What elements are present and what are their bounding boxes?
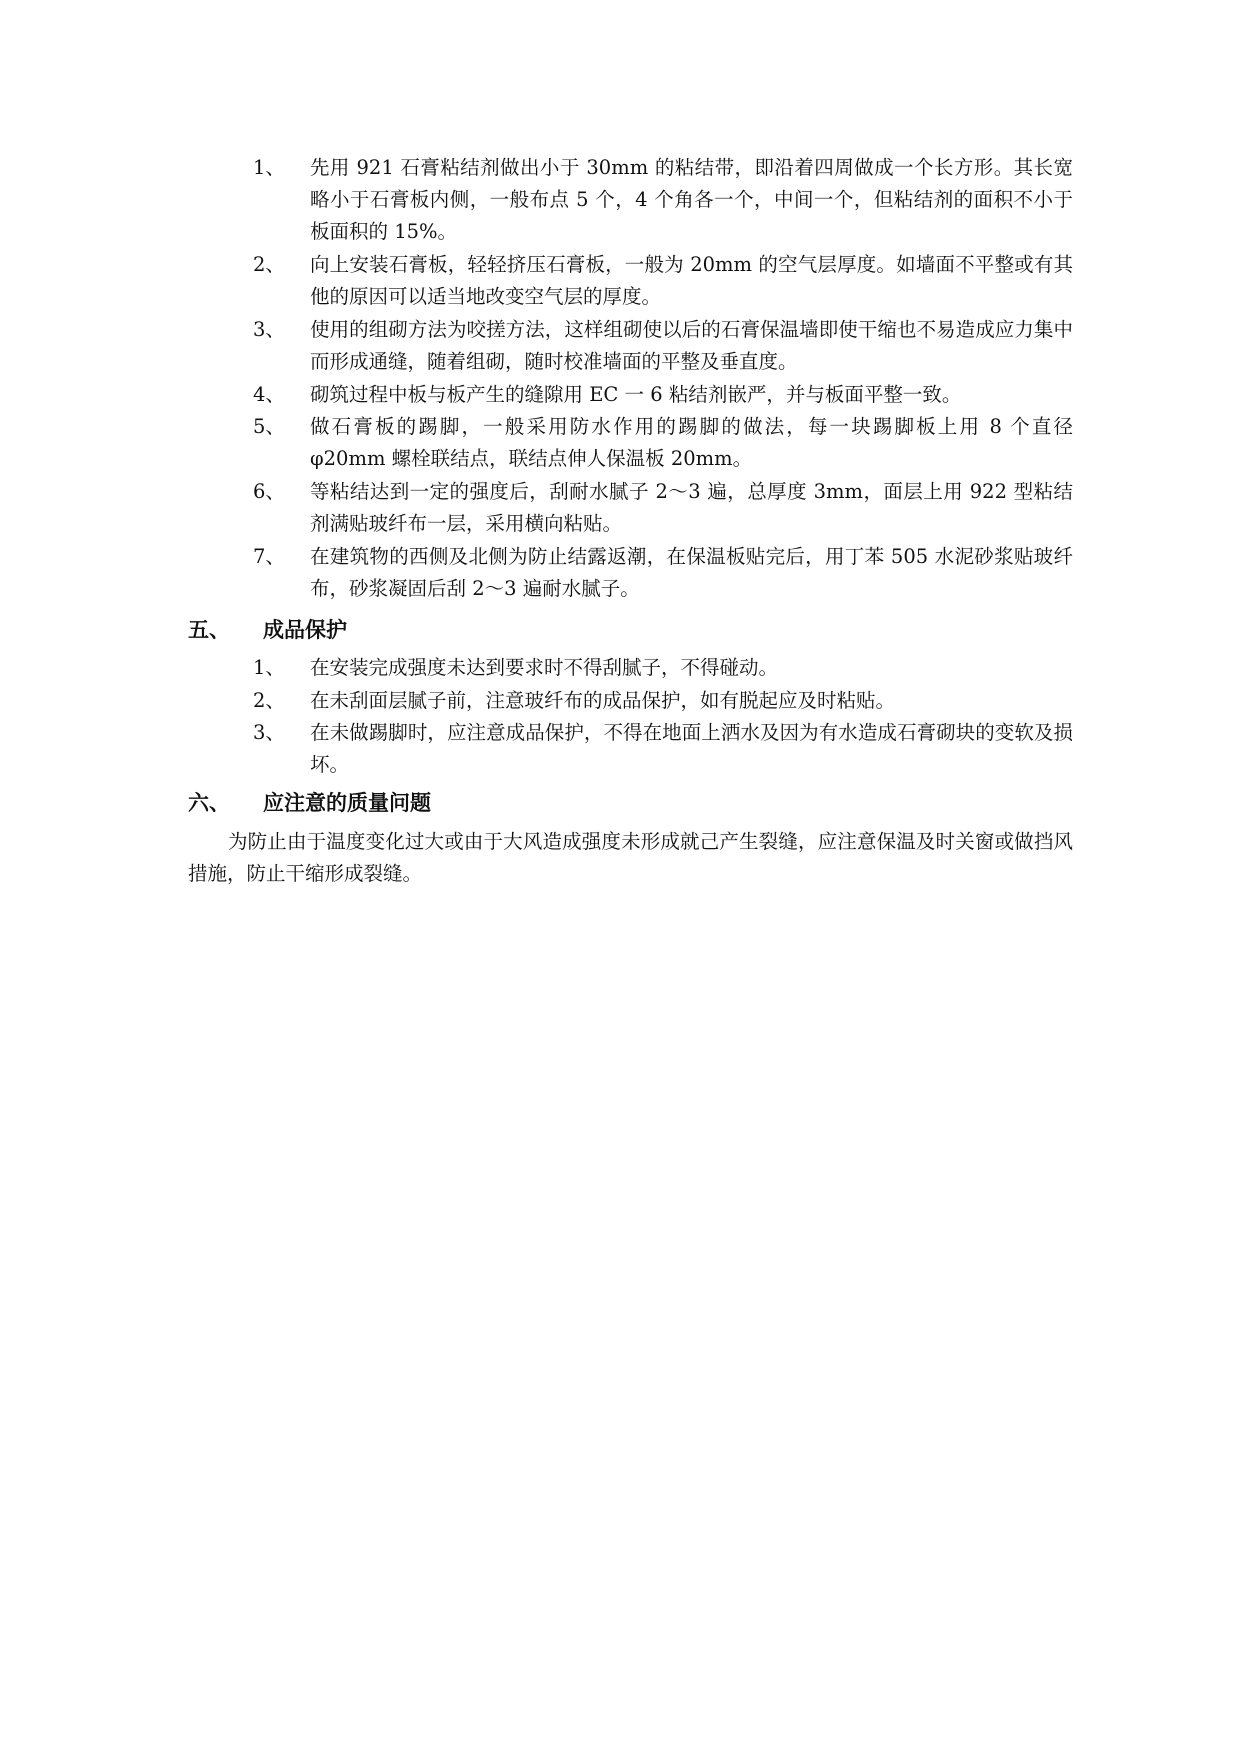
item-text: 做石膏板的踢脚，一般采用防水作用的踢脚的做法，每一块踢脚板上用 8 个直径φ20mm 螺栓联结点，联结点伸人保温板 20mm。 [310, 415, 1073, 470]
list-item [253, 152, 1073, 248]
section-title: 成品保护 [263, 618, 347, 642]
item-number: 3、 [253, 721, 285, 744]
body-paragraph: 为防止由于温度变化过大或由于大风造成强度未形成就己产生裂缝，应注意保温及时关窗或做挡风措施，防止干缩形成裂缝。 [188, 830, 1073, 885]
item-text: 使用的组砌方法为咬搓方法，这样组砌使以后的石膏保温墙即使干缩也不易造成应力集中而形成通缝，随着组砌，随时校准墙面的平整及垂直度。 [310, 318, 1073, 373]
item-text: 在安装完成强度未达到要求时不得刮腻子，不得碰动。 [310, 656, 779, 679]
list-item [253, 685, 1073, 717]
list-item [253, 717, 1073, 781]
item-text: 等粘结达到一定的强度后，刮耐水腻子 2～3 遍，总厚度 3mm，面层上用 922 型粘结剂满贴玻纤布一层，采用横向粘贴。 [310, 480, 1073, 535]
item-text: 向上安装石膏板，轻轻挤压石膏板，一般为 20mm 的空气层厚度。如墙面不平整或有其他的原因可以适当地改变空气层的厚度。 [310, 253, 1073, 308]
item-number: 4、 [253, 383, 285, 406]
item-number: 5、 [253, 415, 285, 438]
section-number: 五、 [188, 618, 230, 642]
list-item [253, 411, 1073, 475]
item-text: 在未做踢脚时，应注意成品保护，不得在地面上洒水及因为有水造成石膏砌块的变软及损坏。 [310, 721, 1073, 776]
item-number: 6、 [253, 480, 285, 503]
item-number: 7、 [253, 545, 285, 568]
list-item [253, 379, 1073, 411]
item-text: 先用 921 石膏粘结剂做出小于 30mm 的粘结带，即沿着四周做成一个长方形。其长宽略小于石膏板内侧，一般布点 5 个，4 个角各一个，中间一个，但粘结剂的面积不小于板面积的 15%。 [310, 156, 1073, 243]
item-number: 2、 [253, 253, 285, 276]
item-number: 2、 [253, 689, 285, 712]
list-item [253, 541, 1073, 605]
item-number: 1、 [253, 656, 285, 679]
section-number: 六、 [188, 791, 230, 815]
item-text: 在建筑物的西侧及北侧为防止结露返潮，在保温板贴完后，用丁苯 505 水泥砂浆贴玻纤布，砂浆凝固后刮 2～3 遍耐水腻子。 [310, 545, 1073, 600]
list-item [253, 314, 1073, 378]
item-number: 1、 [253, 156, 285, 179]
list-item [253, 249, 1073, 313]
item-number: 3、 [253, 318, 285, 341]
item-text: 砌筑过程中板与板产生的缝隙用 EC 一 6 粘结剂嵌严，并与板面平整一致。 [310, 383, 962, 406]
section-title: 应注意的质量问题 [263, 791, 431, 815]
list-item [253, 652, 1073, 684]
list-item [253, 476, 1073, 540]
item-text: 在未刮面层腻子前，注意玻纤布的成品保护，如有脱起应及时粘贴。 [310, 689, 896, 712]
